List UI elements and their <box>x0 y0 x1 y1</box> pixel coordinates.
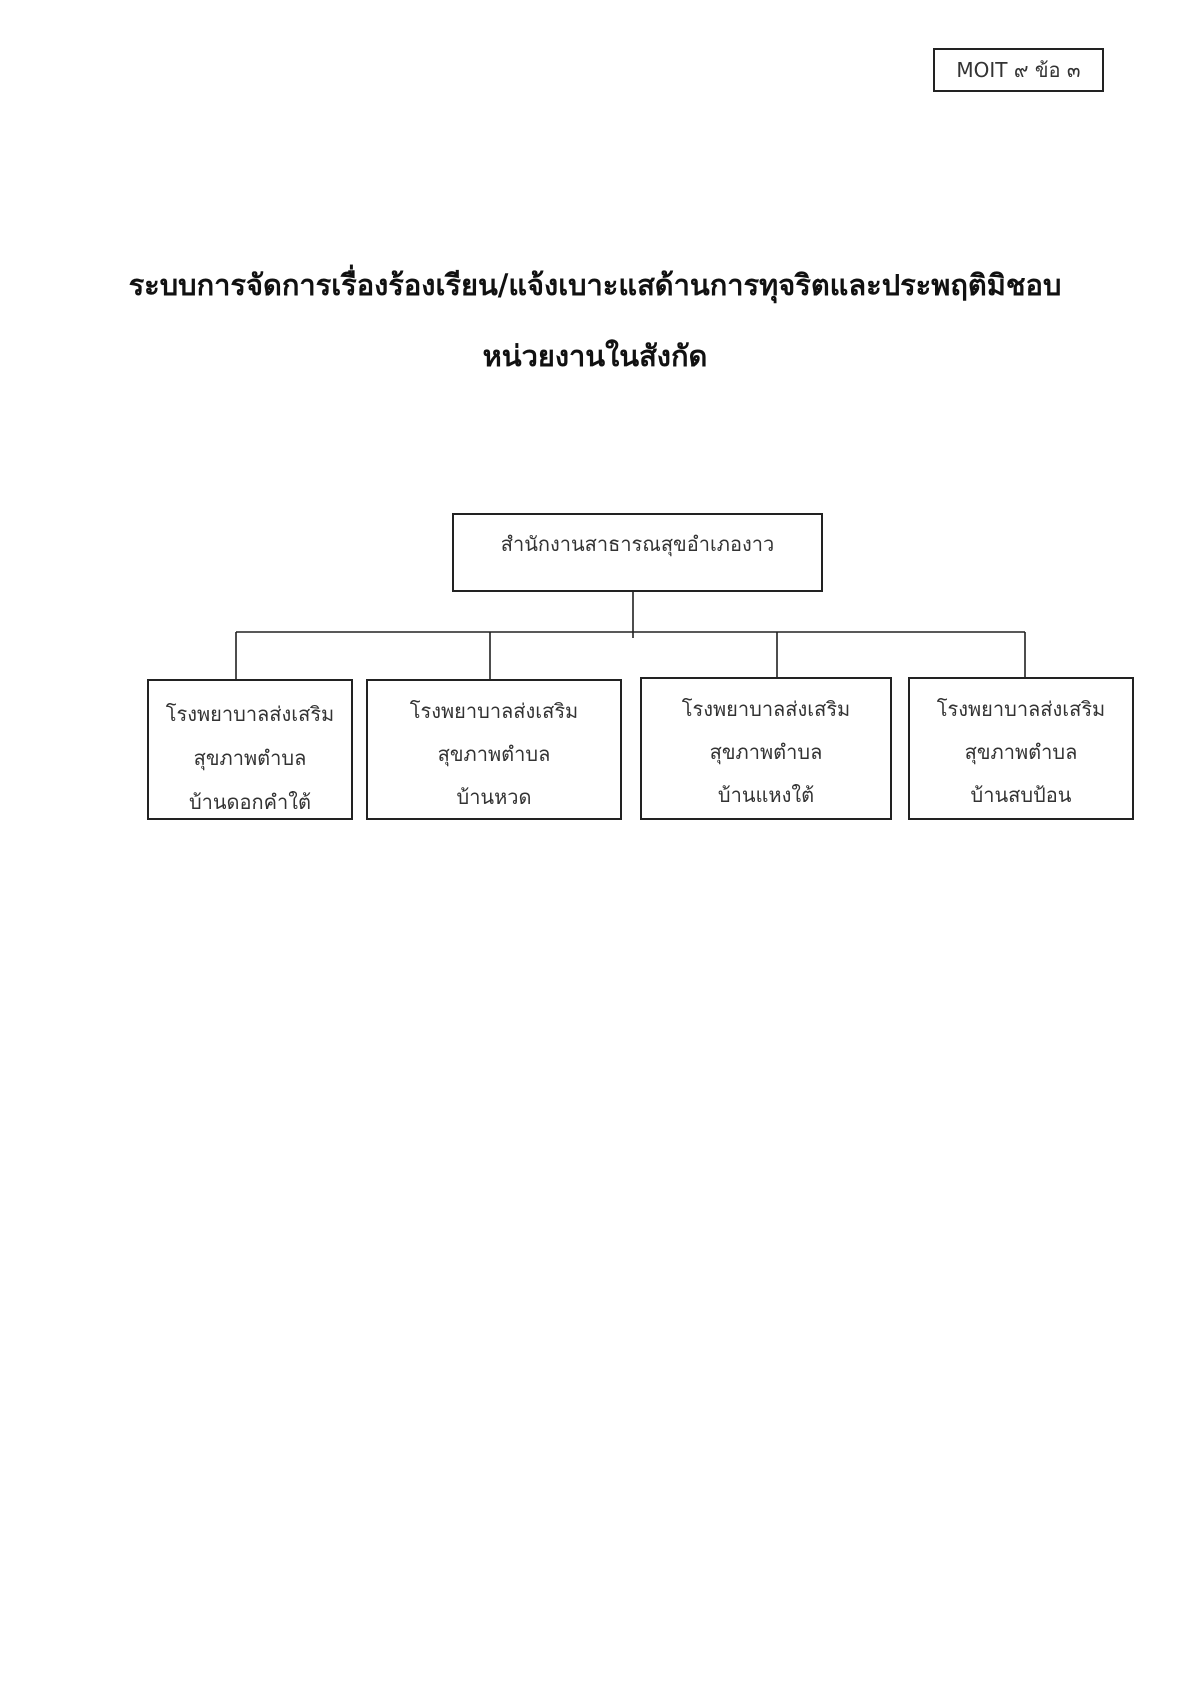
reference-code-box <box>933 48 1104 92</box>
reference-code-label: MOIT ๙ ข้อ ๓ <box>956 58 1081 82</box>
org-child-1-line-1: โรงพยาบาลส่งเสริม <box>165 702 335 726</box>
org-child-4-line-3: บ้านสบป้อน <box>970 783 1072 807</box>
org-child-4-line-1: โรงพยาบาลส่งเสริม <box>936 697 1106 721</box>
page-title: ระบบการจัดการเรื่องร้องเรียน/แจ้งเบาะแสด้านการทุจริตและประพฤติมิชอบ <box>128 268 1062 302</box>
org-child-3-line-3: บ้านแหงใต้ <box>717 783 815 807</box>
org-root-label: สำนักงานสาธารณสุขอำเภองาว <box>500 532 775 556</box>
org-child-box-3 <box>640 677 892 820</box>
org-child-2-line-3: บ้านหวด <box>456 785 532 809</box>
page-subtitle: หน่วยงานในสังกัด <box>482 339 708 373</box>
org-child-3-line-1: โรงพยาบาลส่งเสริม <box>681 697 851 721</box>
org-child-2-line-1: โรงพยาบาลส่งเสริม <box>409 699 579 723</box>
org-child-3-line-2: สุขภาพตำบล <box>709 740 823 764</box>
org-child-box-2 <box>366 679 622 820</box>
org-child-4-line-2: สุขภาพตำบล <box>964 740 1078 764</box>
org-child-box-4 <box>908 677 1134 820</box>
org-child-2-line-2: สุขภาพตำบล <box>437 742 551 766</box>
org-root-box <box>452 513 823 592</box>
org-child-box-1 <box>147 679 353 820</box>
org-child-1-line-2: สุขภาพตำบล <box>193 746 307 770</box>
org-child-1-line-3: บ้านดอกคำใต้ <box>188 790 312 814</box>
